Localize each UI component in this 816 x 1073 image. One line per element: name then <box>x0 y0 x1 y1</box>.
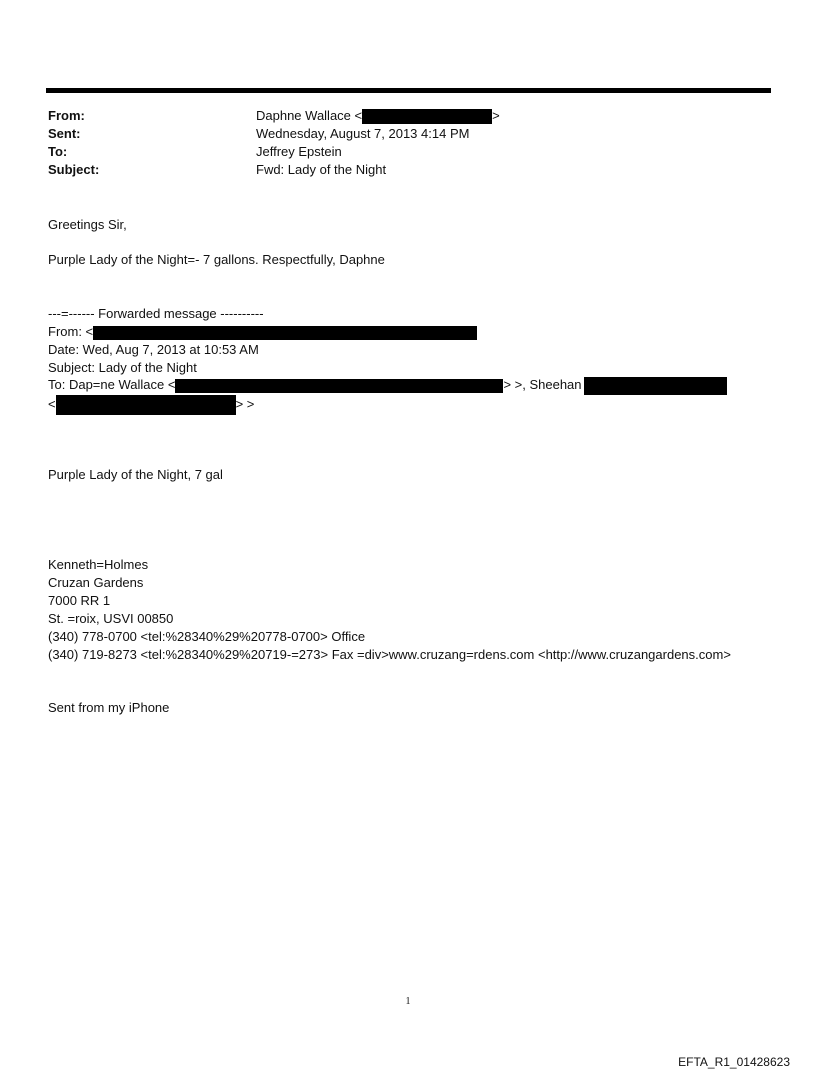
forward-text: Purple Lady of the Night, 7 gal <box>48 467 223 482</box>
forward-subject: Subject: Lady of the Night <box>48 360 197 375</box>
redaction-box <box>362 109 492 124</box>
forward-cc-close: > > <box>235 396 255 412</box>
signature-line: St. =roix, USVI 00850 <box>48 611 174 626</box>
message-text: Purple Lady of the Night=- 7 gallons. Respectfully, Daphne <box>48 252 385 267</box>
greeting: Greetings Sir, <box>48 217 127 232</box>
from-bracket: > <box>492 108 500 123</box>
signature-line: Cruzan Gardens <box>48 575 144 590</box>
redaction-box <box>93 326 477 340</box>
forward-to-mid: > >, Sheehan <box>503 377 582 392</box>
forward-cc <box>48 395 254 415</box>
forward-cc-open: < <box>48 396 56 412</box>
from-value <box>256 107 500 125</box>
from-name: Daphne Wallace < <box>256 108 363 123</box>
forward-divider: ---=------ Forwarded message ---------- <box>48 306 264 321</box>
subject-label: Subject: <box>48 162 100 177</box>
redaction-box <box>584 377 727 395</box>
from-label: From: <box>48 108 85 123</box>
header-rule <box>46 88 771 93</box>
document-id: EFTA_R1_01428623 <box>678 1055 790 1069</box>
to-label: To: <box>48 144 68 159</box>
page-number: 1 <box>405 996 411 1007</box>
sent-from-line: Sent from my iPhone <box>48 700 170 715</box>
forward-to-label: To: Dap=ne Wallace < <box>48 377 176 392</box>
sent-value: Wednesday, August 7, 2013 4:14 PM <box>256 126 470 141</box>
forward-from-label: From: < <box>48 324 94 339</box>
forward-to <box>48 376 727 395</box>
signature-line: 7000 RR 1 <box>48 593 111 608</box>
redaction-box <box>175 379 503 393</box>
signature-fax-line: (340) 719-8273 <tel:%28340%29%20719-=273> Fax =div>www.cruzang=rdens.com <http://www.cruzangardens.com> <box>48 647 731 662</box>
subject-value: Fwd: Lady of the Night <box>256 162 387 177</box>
forward-date: Date: Wed, Aug 7, 2013 at 10:53 AM <box>48 342 259 357</box>
signature-line: Kenneth=Holmes <box>48 557 149 572</box>
forward-from <box>48 323 477 341</box>
signature-phone-line: (340) 778-0700 <tel:%28340%29%20778-0700> Office <box>48 629 366 644</box>
to-value: Jeffrey Epstein <box>256 144 342 159</box>
sent-label: Sent: <box>48 126 81 141</box>
redaction-box <box>56 395 236 415</box>
